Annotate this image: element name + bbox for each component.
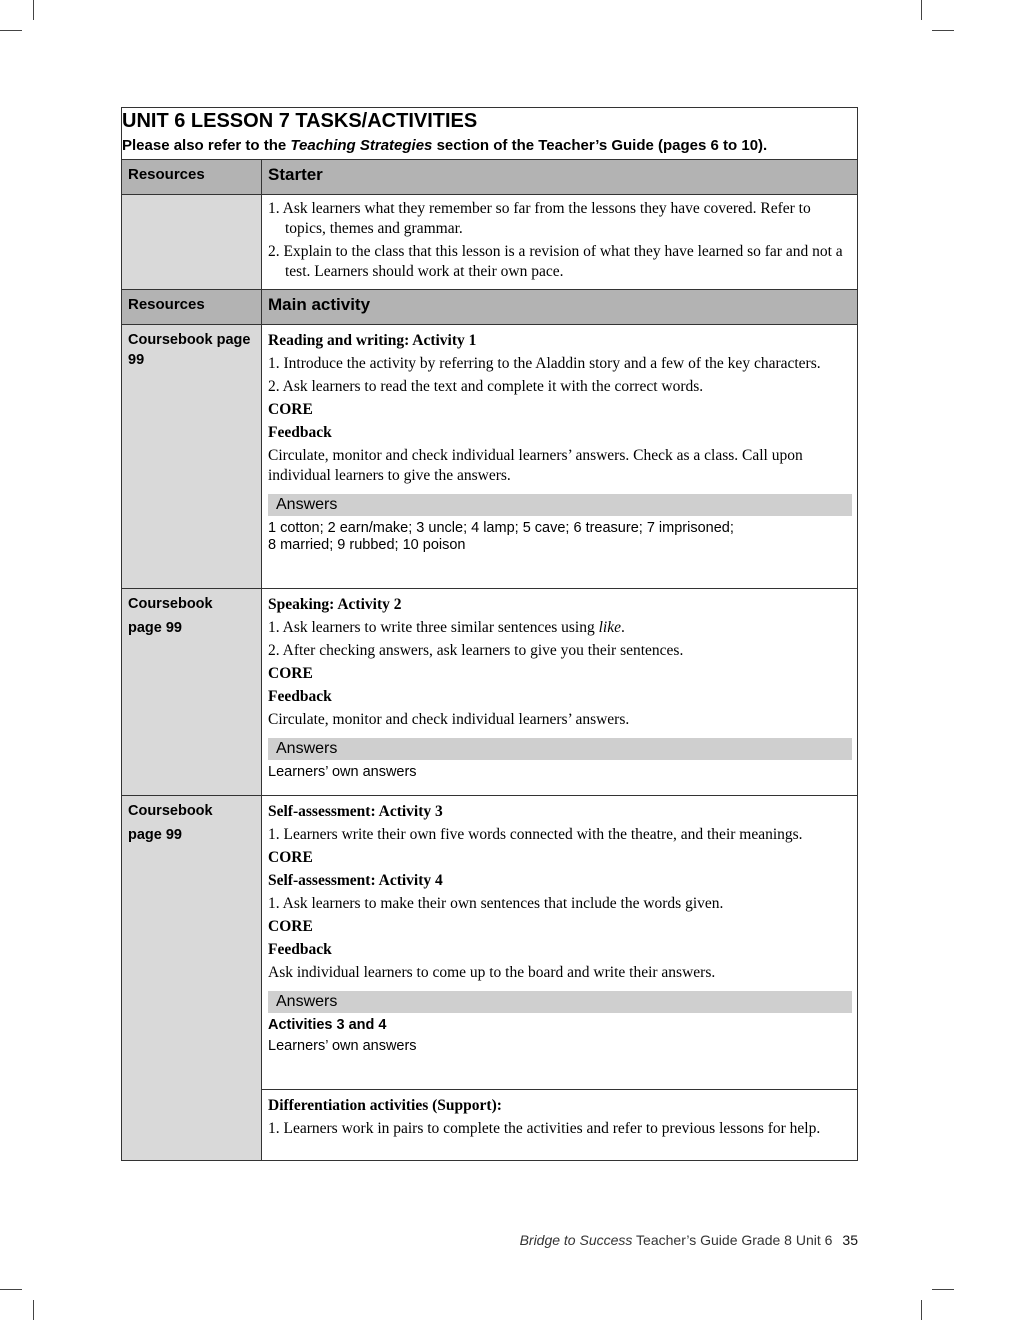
list-item: 2. Explain to the class that this lesson is a revision of what they have learned so far and not a test. Learners should work at their own pace. <box>268 243 843 280</box>
list-item: 1. Learners write their own five words connected with the theatre, and their meanings. <box>268 826 803 843</box>
activity-3-4-content <box>262 796 858 1090</box>
item-text: . <box>620 619 625 636</box>
feedback-text: Circulate, monitor and check individual learners’ answers. <box>268 711 630 728</box>
page-number: 35 <box>842 1232 858 1248</box>
list-item: 1. Learners work in pairs to complete the activities and refer to previous lessons for help. <box>268 1120 821 1137</box>
activity-heading: Reading and writing: Activity 1 <box>268 332 477 349</box>
table-title-cell <box>122 108 858 160</box>
resource-text: Coursebook <box>128 596 213 612</box>
subtitle-text: section of the Teacher’s Guide (pages 6 to 10). <box>432 137 768 154</box>
crop-mark <box>0 30 22 31</box>
resource-text: Coursebook <box>128 803 213 819</box>
starter-content <box>262 195 858 290</box>
answers-line: Learners’ own answers <box>268 1038 417 1054</box>
feedback-text: Circulate, monitor and check individual learners’ answers. Check as a class. Call upon individual learners to give the answers. <box>268 447 803 484</box>
answers-line: Learners’ own answers <box>268 764 417 780</box>
page-title: UNIT 6 LESSON 7 TASKS/ACTIVITIES <box>122 110 478 132</box>
starter-header: Starter <box>262 160 858 195</box>
resource-cell: Coursebook page 99 <box>122 325 262 589</box>
answers-bar: Answers <box>268 494 852 516</box>
answers-subheading: Activities 3 and 4 <box>268 1017 387 1033</box>
feedback-text: Ask individual learners to come up to the board and write their answers. <box>268 964 716 981</box>
core-label: CORE <box>268 401 313 418</box>
resource-text: page 99 <box>128 827 182 843</box>
activity-heading: Self-assessment: Activity 4 <box>268 872 443 889</box>
feedback-label: Feedback <box>268 424 332 441</box>
resource-cell <box>122 796 262 1161</box>
crop-mark <box>33 0 34 20</box>
answers-bar: Answers <box>268 738 852 760</box>
list-item: 2. Ask learners to read the text and complete it with the correct words. <box>268 378 704 395</box>
footer-text: Teacher’s Guide Grade 8 Unit 6 <box>632 1232 833 1248</box>
item-italic: like <box>598 619 621 636</box>
core-label: CORE <box>268 849 313 866</box>
differentiation-heading: Differentiation activities (Support): <box>268 1097 502 1114</box>
answers-bar: Answers <box>268 991 852 1013</box>
list-item: 1. Introduce the activity by referring to the Aladdin story and a few of the key characters. <box>268 355 821 372</box>
subtitle-text: Please also refer to the <box>122 137 291 154</box>
list-item: 1. Ask learners what they remember so far from the lessons they have covered. Refer to topics, themes and grammar. <box>268 200 811 237</box>
feedback-label: Feedback <box>268 941 332 958</box>
activity-heading: Self-assessment: Activity 3 <box>268 803 443 820</box>
list-item <box>268 618 851 638</box>
resource-cell <box>122 589 262 796</box>
answers-line: 8 married; 9 rubbed; 10 poison <box>268 537 466 553</box>
subtitle-italic: Teaching Strategies <box>290 137 433 154</box>
main-activity-header: Main activity <box>262 290 858 325</box>
activity-1-content <box>262 325 858 589</box>
activity-heading: Speaking: Activity 2 <box>268 596 402 613</box>
activity-2-content <box>262 589 858 796</box>
crop-mark <box>932 1289 954 1290</box>
crop-mark <box>0 1289 22 1290</box>
resources-header: Resources <box>122 290 262 325</box>
resource-cell <box>122 195 262 290</box>
core-label: CORE <box>268 665 313 682</box>
crop-mark <box>921 0 922 20</box>
resources-header: Resources <box>122 160 262 195</box>
item-text: 1. Ask learners to write three similar sentences using <box>268 619 599 636</box>
subtitle <box>122 137 857 154</box>
answers-line: 1 cotton; 2 earn/make; 3 uncle; 4 lamp; 5 cave; 6 treasure; 7 imprisoned; <box>268 520 734 536</box>
crop-mark <box>921 1300 922 1320</box>
list-item: 2. After checking answers, ask learners to give you their sentences. <box>268 642 684 659</box>
crop-mark <box>33 1300 34 1320</box>
crop-mark <box>932 30 954 31</box>
list-item: 1. Ask learners to make their own sentences that include the words given. <box>268 895 724 912</box>
differentiation-content <box>262 1090 858 1161</box>
page-footer <box>520 1232 858 1248</box>
lesson-table <box>121 107 858 1161</box>
resource-text: page 99 <box>128 620 182 636</box>
feedback-label: Feedback <box>268 688 332 705</box>
core-label: CORE <box>268 918 313 935</box>
footer-book-title: Bridge to Success <box>519 1232 633 1248</box>
